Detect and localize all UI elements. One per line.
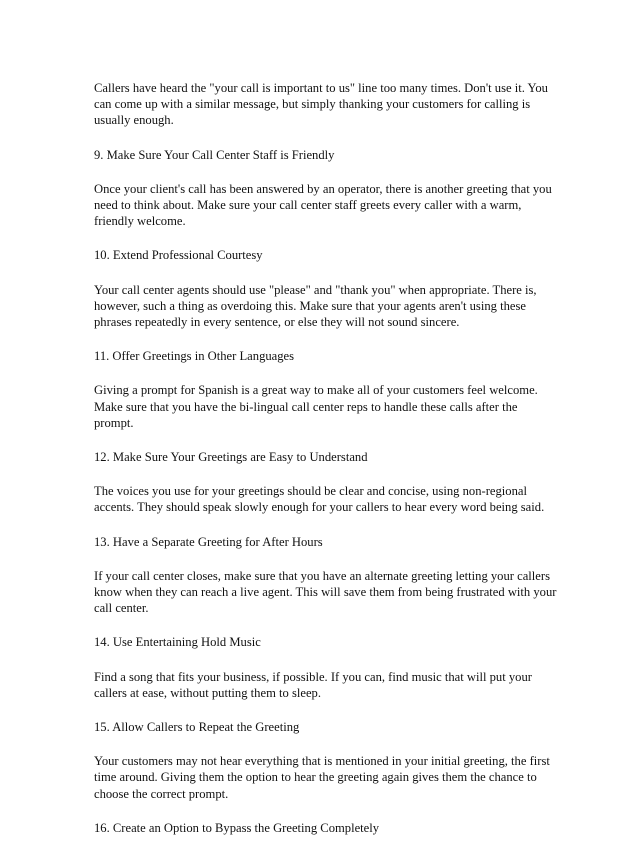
section-heading-10: 10. Extend Professional Courtesy: [94, 248, 263, 263]
section-body-15: Your customers may not hear everything that is mentioned in your initial greeting, the first time around. Giving them the option to hear the greeting again gives them the chance to choose the correct prompt.: [94, 754, 550, 801]
section-heading-11: 11. Offer Greetings in Other Languages: [94, 349, 295, 364]
intro-paragraph: Callers have heard the "your call is important to us" line too many times. Don't use it. You can come up with a similar message, but simply thanking your customers for calling is usually enough.: [94, 81, 548, 128]
section-heading-16: 16. Create an Option to Bypass the Greeting Completely: [94, 820, 380, 835]
section-body-9: Once your client's call has been answered by an operator, there is another greeting that you need to think about. Make sure your call center staff greets every caller with a warm, friendly welcome.: [94, 181, 552, 229]
section-heading-15: 15. Allow Callers to Repeat the Greeting: [94, 720, 300, 735]
section-body-11: Giving a prompt for Spanish is a great way to make all of your customers feel welcome. Make sure that you have the bi-lingual call center reps to handle these calls after the prompt.: [94, 383, 538, 430]
section-body-12: The voices you use for your greetings should be clear and concise, using non-regional accents. They should speak slowly enough for your callers to hear every word being said.: [94, 484, 545, 515]
document-body: [94, 80, 559, 854]
section-body-10: Your call center agents should use "please" and "thank you" when appropriate. There is, however, such a thing as overdoing this. Make sure that your agents aren't using these phrases repeatedly in every sentence, or else they will not sound sincere.: [94, 282, 537, 330]
section-body-13: If your call center closes, make sure that you have an alternate greeting letting your callers know when they can reach a live agent. This will save them from being frustrated with your call center.: [94, 568, 557, 616]
section-heading-12: 12. Make Sure Your Greetings are Easy to Understand: [94, 450, 368, 465]
section-heading-9: 9. Make Sure Your Call Center Staff is Friendly: [94, 147, 335, 162]
section-body-14: Find a song that fits your business, if possible. If you can, find music that will put your callers at ease, without putting them to sleep.: [94, 669, 532, 700]
section-heading-13: 13. Have a Separate Greeting for After Hours: [94, 534, 323, 549]
section-heading-14: 14. Use Entertaining Hold Music: [94, 635, 261, 650]
